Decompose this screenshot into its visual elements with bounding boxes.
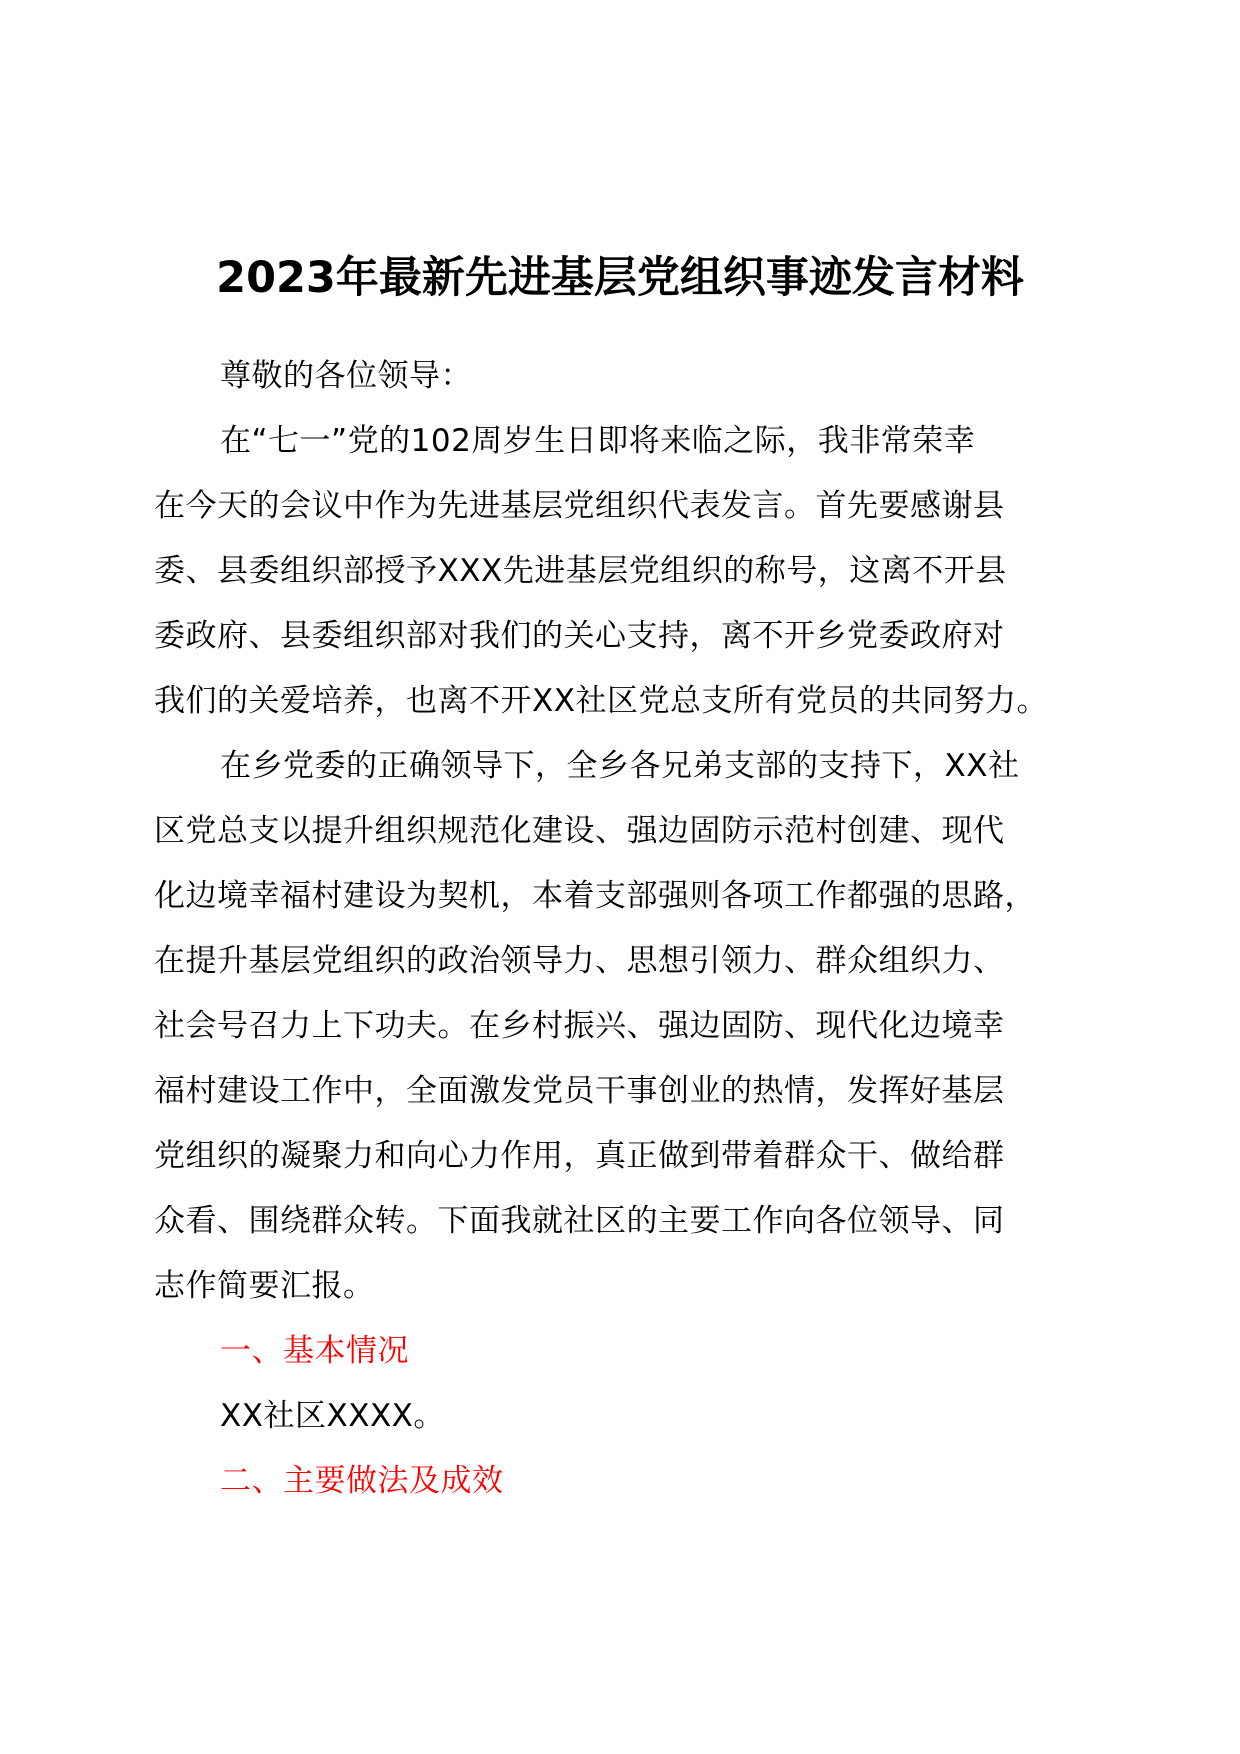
paragraph-line: 在乡党委的正确领导下，全乡各兄弟支部的支持下，XX社 [220, 748, 1020, 784]
document-title: 2023年最新先进基层党组织事迹发言材料 [216, 253, 1024, 303]
paragraph-work [154, 734, 1086, 1319]
section-heading-2 [154, 1449, 1086, 1514]
salutation [154, 344, 1086, 409]
paragraph-intro [154, 409, 1086, 734]
paragraph-line: 委、县委组织部授予XXX先进基层党组织的称号，这离不开县 [154, 553, 1007, 589]
section-heading-text: 一、基本情况 [220, 1333, 409, 1369]
salutation-text: 尊敬的各位领导： [220, 358, 472, 394]
document-body [154, 344, 1086, 1514]
paragraph-line: 福村建设工作中，全面激发党员干事创业的热情，发挥好基层 [154, 1073, 1005, 1109]
section-heading-text: 二、主要做法及成效 [220, 1463, 504, 1499]
paragraph-line: 在“七一”党的102周岁生日即将来临之际，我非常荣幸 [220, 423, 976, 459]
paragraph-line: 在提升基层党组织的政治领导力、思想引领力、群众组织力、 [154, 943, 1005, 979]
paragraph-line: 志作简要汇报。 [154, 1268, 375, 1304]
paragraph-line: 化边境幸福村建设为契机，本着支部强则各项工作都强的思路， [154, 878, 1036, 914]
paragraph-line: 在今天的会议中作为先进基层党组织代表发言。首先要感谢县 [154, 488, 1005, 524]
paragraph-line: 区党总支以提升组织规范化建设、强边固防示范村创建、现代 [154, 813, 1005, 849]
section-1-content [154, 1384, 1086, 1449]
section-heading-1 [154, 1319, 1086, 1384]
paragraph-line: 社会号召力上下功夫。在乡村振兴、强边固防、现代化边境幸 [154, 1008, 1005, 1044]
paragraph-line: 党组织的凝聚力和向心力作用，真正做到带着群众干、做给群 [154, 1138, 1005, 1174]
paragraph-line: 委政府、县委组织部对我们的关心支持，离不开乡党委政府对 [154, 618, 1005, 654]
paragraph-line: 众看、围绕群众转。下面我就社区的主要工作向各位领导、同 [154, 1203, 1005, 1239]
section-1-text: XX社区XXXX。 [220, 1398, 445, 1434]
paragraph-line: 我们的关爱培养，也离不开XX社区党总支所有党员的共同努力。 [154, 683, 1048, 719]
